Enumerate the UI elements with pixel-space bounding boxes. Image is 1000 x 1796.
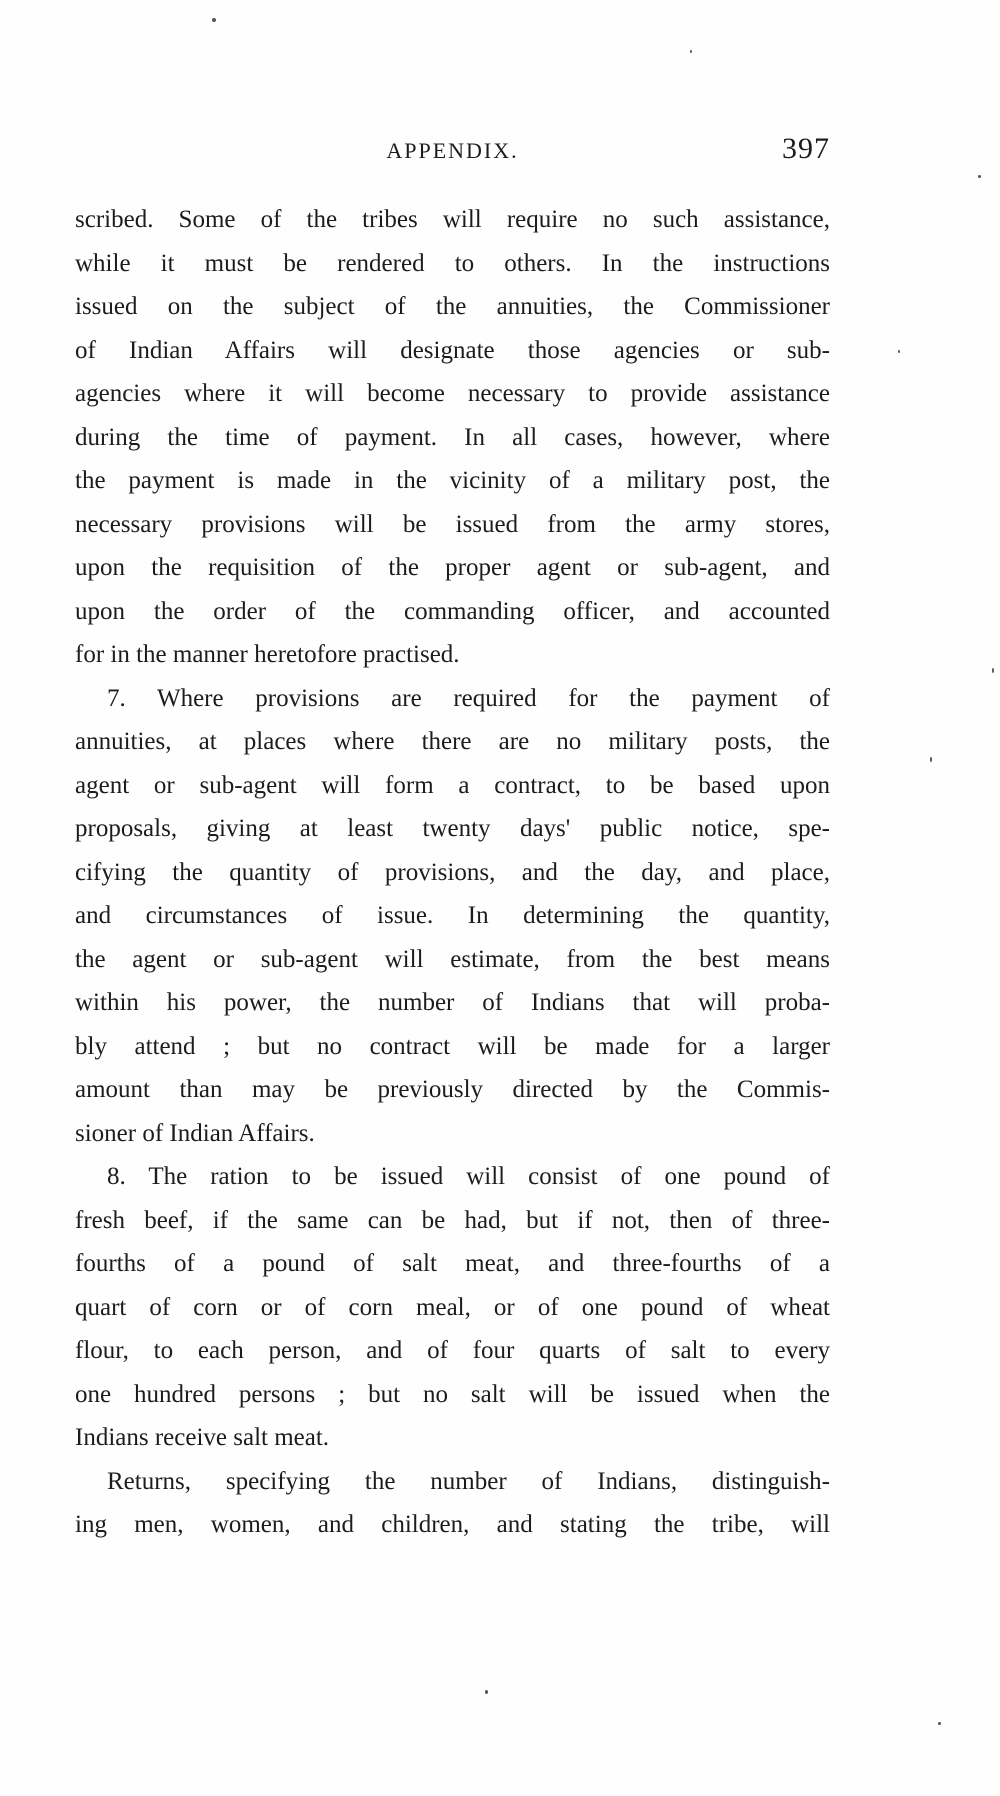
text-line: amount than may be previously directed by the Commis- — [75, 1076, 830, 1103]
text-line: 7. Where provisions are required for the payment of — [107, 684, 830, 712]
text-line: necessary provisions will be issued from the army stores, — [75, 510, 830, 538]
text-line: Returns, specifying the number of Indians, distinguish- — [107, 1467, 830, 1495]
text-line: sioner of Indian Affairs. — [75, 1119, 315, 1147]
text-line: agent or sub-agent will form a contract, to be based upon — [75, 771, 830, 799]
text-line: issued on the subject of the annuities, the Commissioner — [75, 293, 830, 320]
text-line: bly attend ; but no contract will be made for a larger — [75, 1032, 830, 1060]
text-line: of Indian Affairs will designate those agencies or sub- — [75, 336, 830, 364]
scan-speck — [898, 350, 900, 353]
page-number: 397 — [782, 132, 830, 165]
text-line: within his power, the number of Indians that will proba- — [75, 989, 830, 1016]
text-line: fourths of a pound of salt meat, and three-fourths of a — [75, 1250, 830, 1277]
text-line: scribed. Some of the tribes will require no such assistance, — [75, 206, 830, 233]
text-line: for in the manner heretofore practised. — [75, 641, 460, 668]
scan-speck — [690, 50, 692, 53]
text-line: and circumstances of issue. In determining the quantity, — [75, 902, 830, 929]
text-line: proposals, giving at least twenty days' public notice, spe- — [75, 815, 830, 842]
paragraph-8 — [75, 1155, 830, 1460]
body-text — [75, 198, 830, 1547]
text-line: fresh beef, if the same can be had, but if not, then of three- — [75, 1206, 830, 1234]
text-line: quart of corn or of corn meal, or of one pound of wheat — [75, 1293, 830, 1321]
text-line: the payment is made in the vicinity of a military post, the — [75, 467, 830, 494]
text-line: one hundred persons ; but no salt will be issued when the — [75, 1380, 830, 1408]
text-line: 8. The ration to be issued will consist of one pound of — [107, 1163, 830, 1190]
paragraph-continuation — [75, 198, 830, 677]
scan-speck — [212, 18, 216, 22]
text-line: ing men, women, and children, and stating the tribe, will — [75, 1511, 830, 1538]
text-line: upon the requisition of the proper agent or sub-agent, and — [75, 554, 830, 581]
scan-speck — [978, 175, 981, 178]
scan-speck — [992, 668, 994, 673]
running-head — [75, 132, 830, 172]
paragraph-7 — [75, 677, 830, 1156]
text-line: cifying the quantity of provisions, and the day, and place, — [75, 858, 830, 886]
scan-speck — [930, 757, 932, 762]
scan-speck — [485, 1690, 488, 1694]
text-line: annuities, at places where there are no military posts, the — [75, 728, 830, 755]
text-line: during the time of payment. In all cases, however, where — [75, 423, 830, 451]
text-line: the agent or sub-agent will estimate, from the best means — [75, 945, 830, 973]
paragraph-returns — [75, 1460, 830, 1547]
text-line: while it must be rendered to others. In the instructions — [75, 249, 830, 277]
text-line: Indians receive salt meat. — [75, 1424, 330, 1451]
text-line: flour, to each person, and of four quarts of salt to every — [75, 1337, 830, 1364]
scan-speck — [938, 1722, 941, 1725]
running-title: APPENDIX. — [386, 138, 519, 163]
text-line: upon the order of the commanding officer, and accounted — [75, 597, 830, 625]
text-line: agencies where it will become necessary to provide assistance — [75, 380, 830, 407]
